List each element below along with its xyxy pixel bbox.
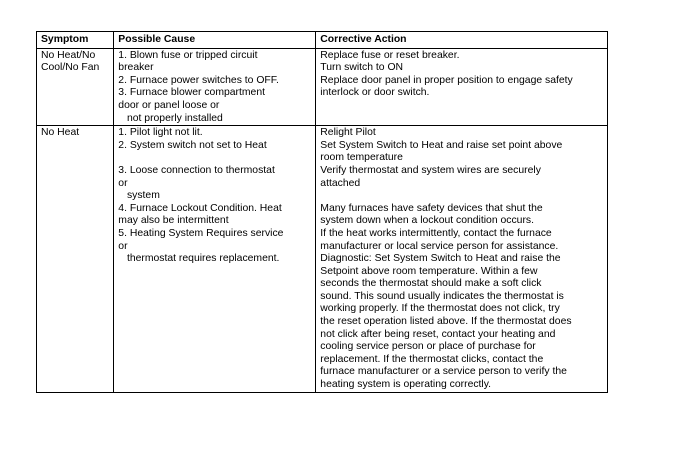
table-row: [37, 126, 608, 392]
action-text: Many furnaces have safety devices that shut the: [320, 202, 543, 214]
action-text: Verify thermostat and system wires are securely: [320, 164, 541, 176]
cause-text: not properly installed: [118, 112, 223, 124]
cause-text: may also be intermittent: [118, 215, 229, 227]
symptom-cell: [37, 126, 114, 392]
symptom-text: No Heat: [41, 127, 80, 139]
header-row: [37, 32, 608, 49]
cause-cell: [114, 48, 316, 126]
cause-text: or: [118, 240, 128, 252]
cause-text: 3. Furnace blower compartment: [118, 87, 265, 99]
action-text: the reset operation listed above. If the thermostat does: [320, 316, 572, 328]
symptom-cell: [37, 48, 114, 126]
action-text: If the heat works intermittently, contact the furnace: [320, 227, 552, 239]
cause-text: 3. Loose connection to thermostat: [118, 164, 275, 176]
cause-text: thermostat requires replacement.: [118, 253, 280, 265]
action-text: Relight Pilot: [320, 127, 376, 139]
action-cell: [316, 126, 608, 392]
cause-cell: [114, 126, 316, 392]
cause-text: 1. Blown fuse or tripped circuit: [118, 49, 258, 61]
cause-text: 5. Heating System Requires service: [118, 227, 284, 239]
cause-text: 2. System switch not set to Heat: [118, 139, 267, 151]
cause-text: system: [118, 190, 160, 202]
blank-line: [320, 190, 603, 203]
action-text: Replace door panel in proper position to engage safety: [320, 74, 573, 86]
action-text: heating system is operating correctly.: [320, 379, 492, 391]
blank-line: [118, 152, 311, 165]
action-text: Set System Switch to Heat and raise set point above: [320, 139, 563, 151]
cause-text: or: [118, 177, 128, 189]
action-text: sound. This sound usually indicates the thermostat is: [320, 290, 564, 302]
action-text: seconds the thermostat should make a soft click: [320, 278, 542, 290]
table-row: [37, 48, 608, 126]
action-text: interlock or door switch.: [320, 87, 430, 99]
action-text: furnace manufacturer or a service person to verify the: [320, 366, 567, 378]
action-text: replacement. If the thermostat clicks, contact the: [320, 353, 544, 365]
action-text: room temperature: [320, 152, 403, 164]
action-text: Turn switch to ON: [320, 62, 404, 74]
header-symptom: Symptom: [37, 32, 114, 49]
action-text: cooling service person or place of purchase for: [320, 341, 536, 353]
action-text: attached: [320, 177, 361, 189]
symptom-text: Cool/No Fan: [41, 62, 100, 74]
action-text: not click after being reset, contact your heating and: [320, 328, 556, 340]
action-text: Setpoint above room temperature. Within a few: [320, 265, 538, 277]
action-text: system down when a lockout condition occurs.: [320, 215, 534, 227]
cause-text: 2. Furnace power switches to OFF.: [118, 74, 279, 86]
action-cell: [316, 48, 608, 126]
action-text: working properly. If the thermostat does not click, try: [320, 303, 560, 315]
troubleshooting-table: [36, 31, 608, 393]
action-text: Diagnostic: Set System Switch to Heat and raise the: [320, 253, 561, 265]
symptom-text: No Heat/No: [41, 49, 96, 61]
action-text: manufacturer or local service person for assistance.: [320, 240, 559, 252]
cause-text: door or panel loose or: [118, 99, 220, 111]
cause-text: 1. Pilot light not lit.: [118, 127, 203, 139]
action-text: Replace fuse or reset breaker.: [320, 49, 460, 61]
cause-text: 4. Furnace Lockout Condition. Heat: [118, 202, 282, 214]
header-corrective-action: Corrective Action: [316, 32, 608, 49]
cause-text: breaker: [118, 62, 154, 74]
header-possible-cause: Possible Cause: [114, 32, 316, 49]
